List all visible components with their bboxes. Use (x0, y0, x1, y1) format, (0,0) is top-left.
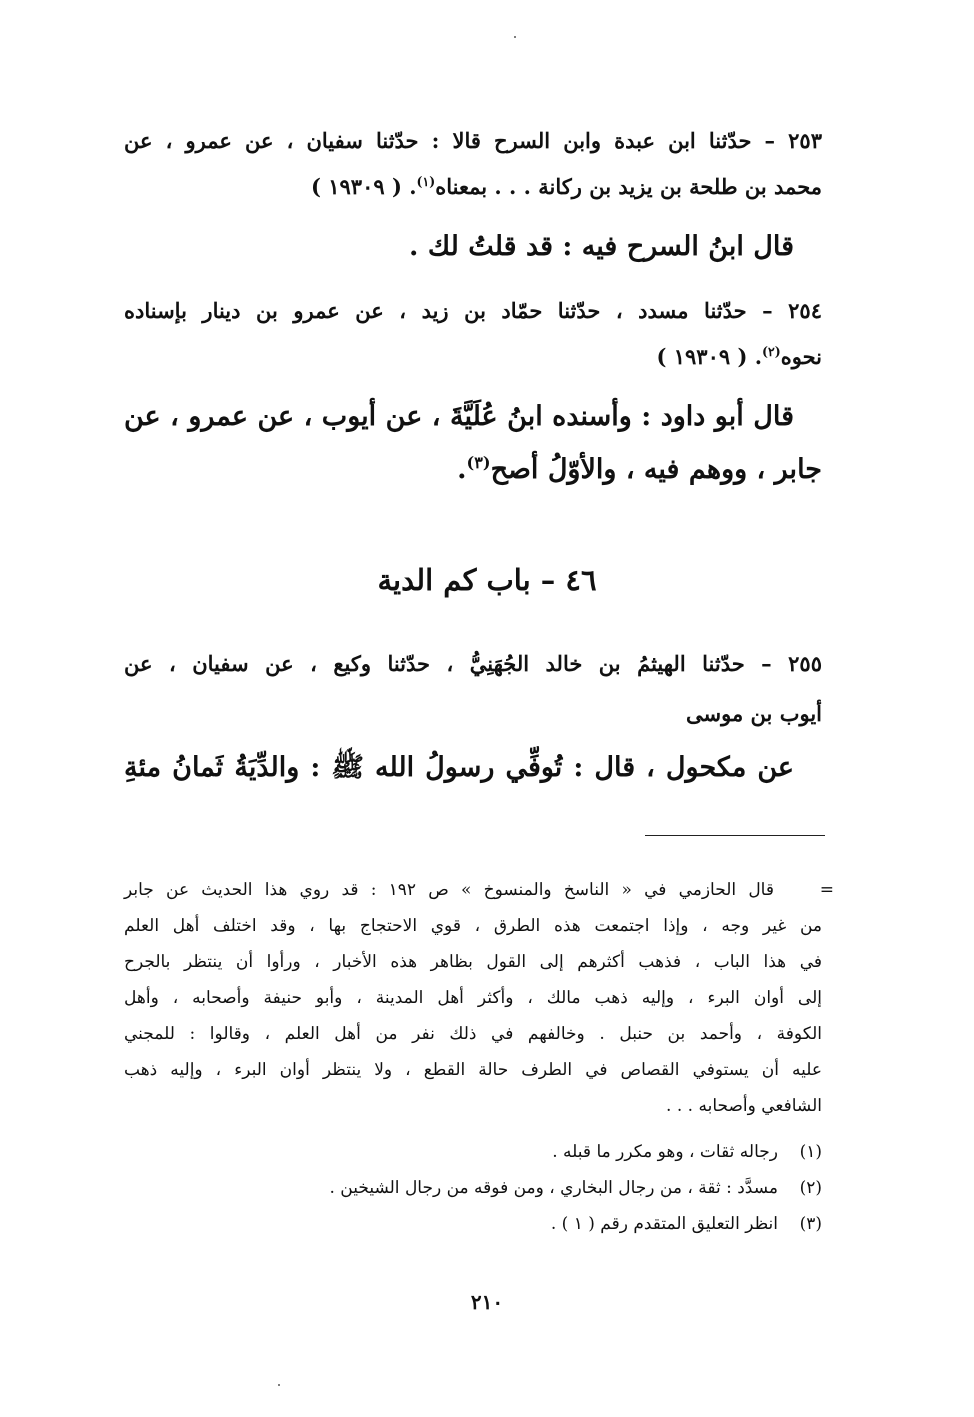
hadith-253-line-1: ٢٥٣ – حدّثنا ابن عبدة وابن السرح قالا : حدّثنا سفيان ، عن عمرو ، عن (124, 128, 822, 153)
hadith-253-line-2 (124, 176, 822, 197)
hadith-255-line-1: ٢٥٥ – حدّثنا الهيثمُ بن خالد الجُهَنِيُّ ، حدّثنا وكيع ، عن سفيان ، عن (124, 651, 822, 676)
footnote-1-text: رجاله ثقات ، وهو مكرر ما قبله . (552, 1142, 778, 1162)
hadith-253-line-2-text: محمد بن طلحة بن يزيد بن ركانة . . . بمعناه (435, 174, 822, 199)
footnote-1 (124, 1144, 822, 1161)
footnote-2-text: مسدَّد : ثقة ، من رجال البخاري ، ومن فوقه من رجال الشيخين . (329, 1178, 778, 1198)
hadith-254-line-1: ٢٥٤ – حدّثنا مسدد ، حدّثنا حمّاد بن زيد ، عن عمرو بن دينار بإسناده (124, 298, 822, 323)
footnote-ref-3: (٣) (466, 453, 491, 472)
footnote-separator (645, 835, 825, 836)
footnote-3 (124, 1216, 822, 1233)
hadith-254-line-2 (124, 346, 822, 367)
footnote-2-number: (٢) (799, 1178, 822, 1198)
footnote-ref-1: (١) (416, 174, 436, 189)
footnote-continuation-mark: = (819, 880, 834, 900)
footnote-3-number: (٣) (799, 1214, 822, 1234)
footnote-3-text: انظر التعليق المتقدم رقم ( ١ ) . (550, 1214, 778, 1234)
footnote-continuation-line: قال الحازمي في « الناسخ والمنسوخ » ص ١٩٢ : قد روي هذا الحديث عن جابر (124, 880, 774, 900)
hadith-254-line-2-tail: . ( ١٩٣٠٩ ) (656, 344, 763, 369)
scan-speck (514, 36, 516, 38)
hadith-255-line-3: عن مكحول ، قال : تُوفِّي رسولُ الله ﷺ : والدِّيَةُ ثَمانُ مئةِ (124, 752, 794, 783)
chapter-heading: ٤٦ – باب كم الدية (377, 563, 597, 597)
hadith-254-line-2-text: نحوه (780, 344, 822, 369)
footnote-continuation-line: عليه أن يستوفي القصاص في الطرف حالة القطع ، ولا ينتظر أوان البرء ، وإليه ذهب (124, 1060, 822, 1080)
abu-dawud-comment-line-2-text: جابر ، ووهم فيه ، والأوّلُ أصح (490, 454, 822, 485)
footnote-continuation-line: إلى أوان البرء ، وإليه ذهب مالك ، وأكثر أهل المدينة ، وأبو حنيفة وأصحابه ، وأهل (124, 988, 822, 1008)
footnote-continuation-line: الشافعي وأصحابه . . . (666, 1096, 822, 1116)
footnote-continuation-line: من غير وجه ، وإذا اجتمعت هذه الطرق ، قوي الاحتجاج بها ، وقد اختلف أهل العلم (124, 916, 822, 936)
footnote-continuation-line: في هذا الباب ، فذهب أكثرهم إلى القول بظاهر هذه الأخبار ، ورأوا أن ينتظر بالجرح (124, 952, 822, 972)
quote-253: قال ابنُ السرح فيه : قد قلتُ لك . (409, 231, 794, 262)
footnote-2 (124, 1180, 822, 1197)
footnote-ref-2: (٢) (762, 344, 781, 359)
hadith-253-line-2-tail: . ( ١٩٣٠٩ ) (310, 174, 417, 199)
abu-dawud-comment-line-2 (124, 453, 822, 485)
abu-dawud-comment-line-1: قال أبو داود : وأسنده ابنُ عُلَيَّةَ ، عن أيوب ، عن عمرو ، عن (124, 401, 794, 432)
footnote-1-number: (١) (799, 1142, 822, 1162)
hadith-255-line-2: أيوب بن موسى (686, 701, 822, 726)
abu-dawud-comment-line-2-tail: . (457, 454, 467, 485)
footnote-continuation-line: الكوفة ، وأحمد بن حنبل . وخالفهم في ذلك نفر من أهل العلم ، وقالوا : للمجني (124, 1024, 822, 1044)
page-number: ٢١٠ (470, 1290, 504, 1314)
scan-speck (278, 1384, 280, 1386)
